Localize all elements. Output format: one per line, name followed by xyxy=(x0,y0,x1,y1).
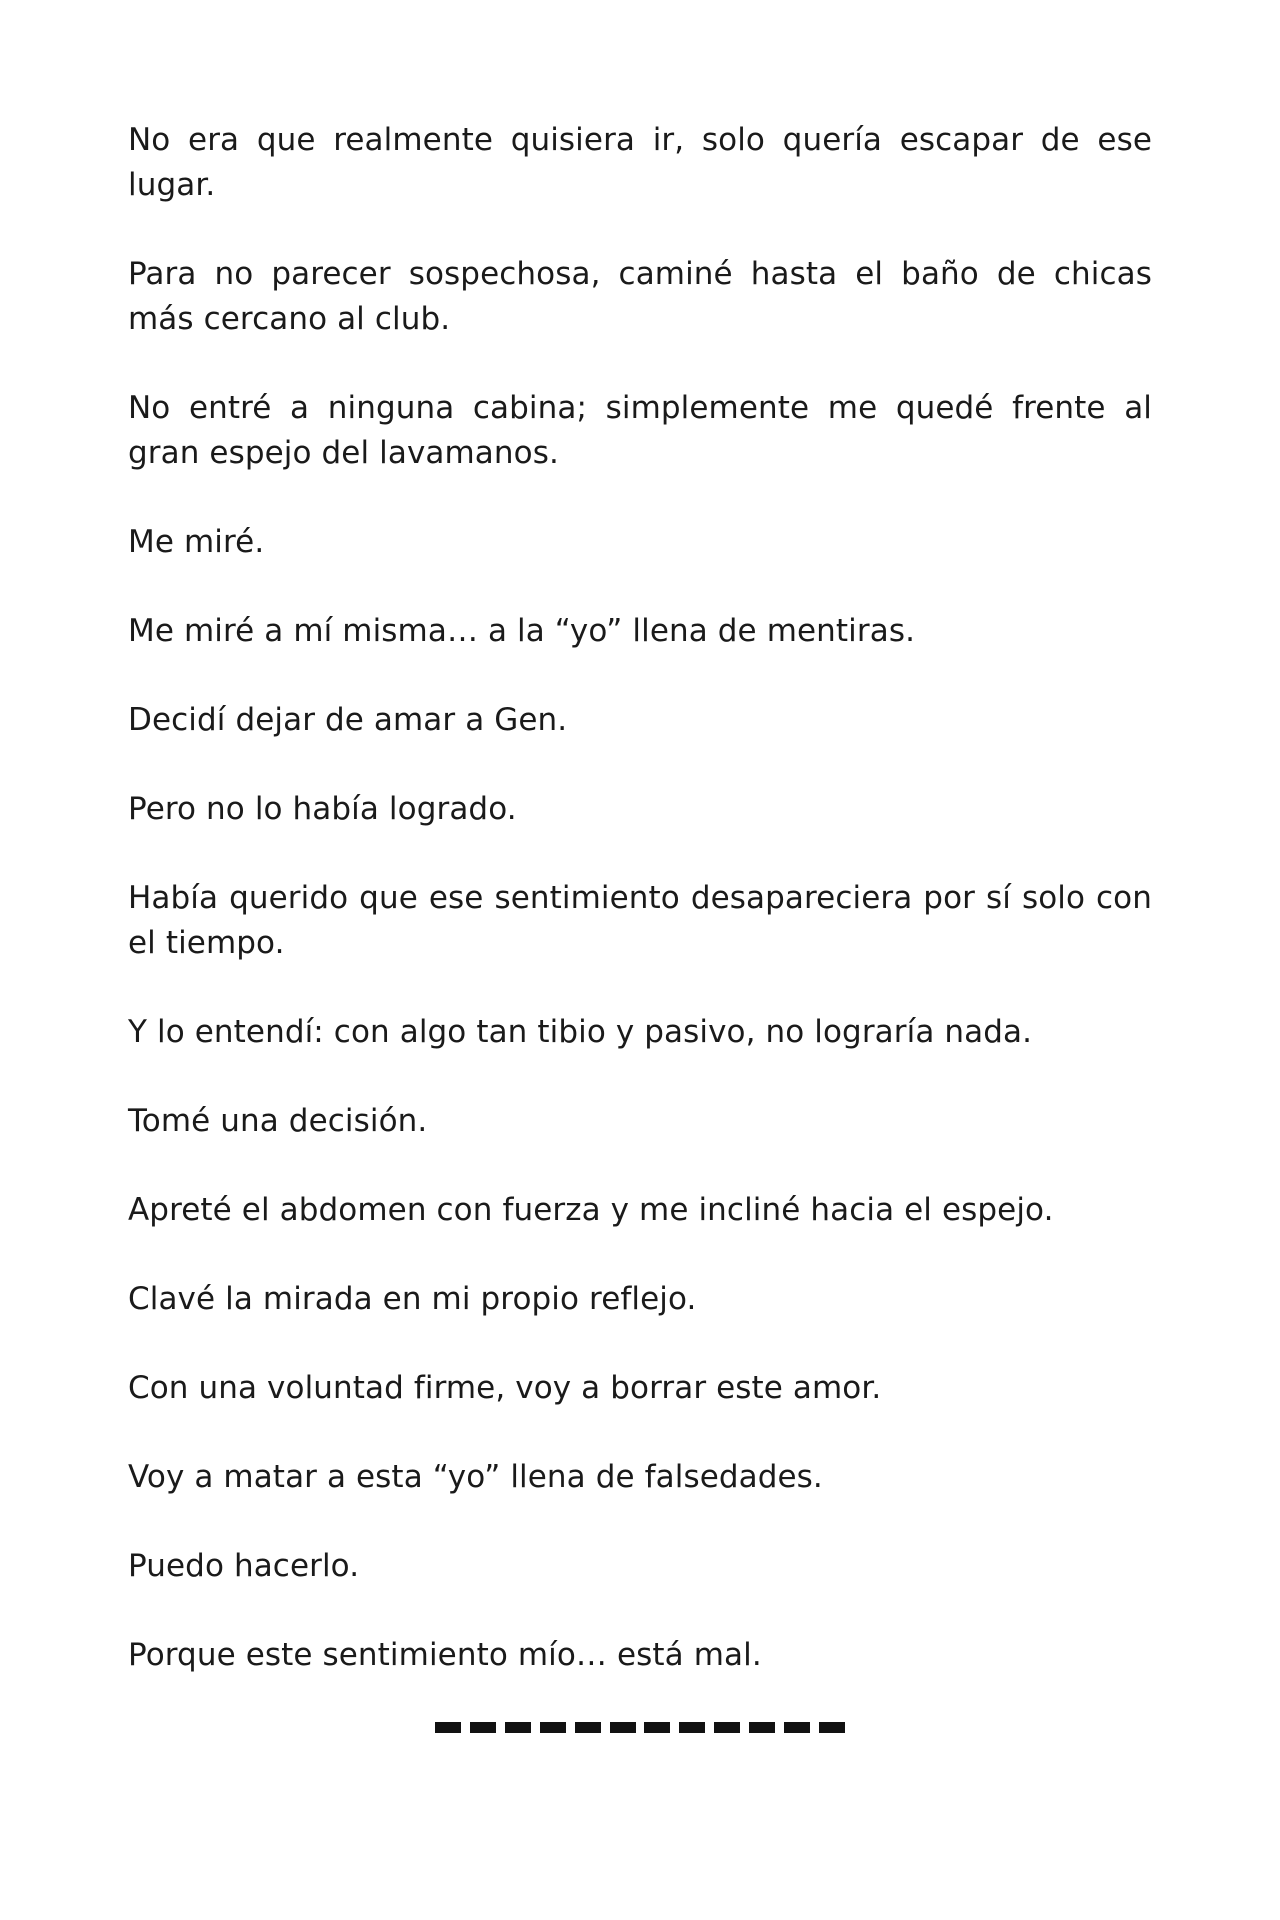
paragraph: Apreté el abdomen con fuerza y me incliné hacia el espejo. xyxy=(128,1192,1054,1228)
separator-dash xyxy=(644,1722,670,1733)
separator-dash xyxy=(714,1722,740,1733)
separator-dash xyxy=(505,1722,531,1733)
paragraph: Decidí dejar de amar a Gen. xyxy=(128,702,568,738)
paragraph: Para no parecer sospechosa, caminé hasta el baño de chicas más cercano al club. xyxy=(128,256,1152,337)
separator-dash xyxy=(749,1722,775,1733)
paragraph: Había querido que ese sentimiento desapareciera por sí solo con el tiempo. xyxy=(128,880,1152,961)
document-body xyxy=(128,118,1152,1678)
separator-dash xyxy=(435,1722,461,1733)
separator-dash xyxy=(540,1722,566,1733)
paragraph: Porque este sentimiento mío… está mal. xyxy=(128,1637,762,1673)
section-separator xyxy=(435,1721,845,1733)
paragraph: No entré a ninguna cabina; simplemente me quedé frente al gran espejo del lavamanos. xyxy=(128,390,1152,471)
paragraph: Puedo hacerlo. xyxy=(128,1548,360,1584)
paragraph: Clavé la mirada en mi propio reflejo. xyxy=(128,1281,697,1317)
separator-dash xyxy=(679,1722,705,1733)
paragraph: Me miré a mí misma… a la “yo” llena de mentiras. xyxy=(128,613,916,649)
separator-dash xyxy=(610,1722,636,1733)
paragraph: No era que realmente quisiera ir, solo quería escapar de ese lugar. xyxy=(128,122,1152,203)
paragraph: Con una voluntad firme, voy a borrar este amor. xyxy=(128,1370,882,1406)
paragraph: Y lo entendí: con algo tan tibio y pasivo, no lograría nada. xyxy=(128,1014,1033,1050)
separator-dash xyxy=(575,1722,601,1733)
separator-dash xyxy=(784,1722,810,1733)
separator-dash xyxy=(470,1722,496,1733)
paragraph: Pero no lo había logrado. xyxy=(128,791,517,827)
paragraph: Voy a matar a esta “yo” llena de falsedades. xyxy=(128,1459,823,1495)
paragraph: Tomé una decisión. xyxy=(128,1103,428,1139)
paragraph: Me miré. xyxy=(128,524,265,560)
separator-dash xyxy=(819,1722,845,1733)
